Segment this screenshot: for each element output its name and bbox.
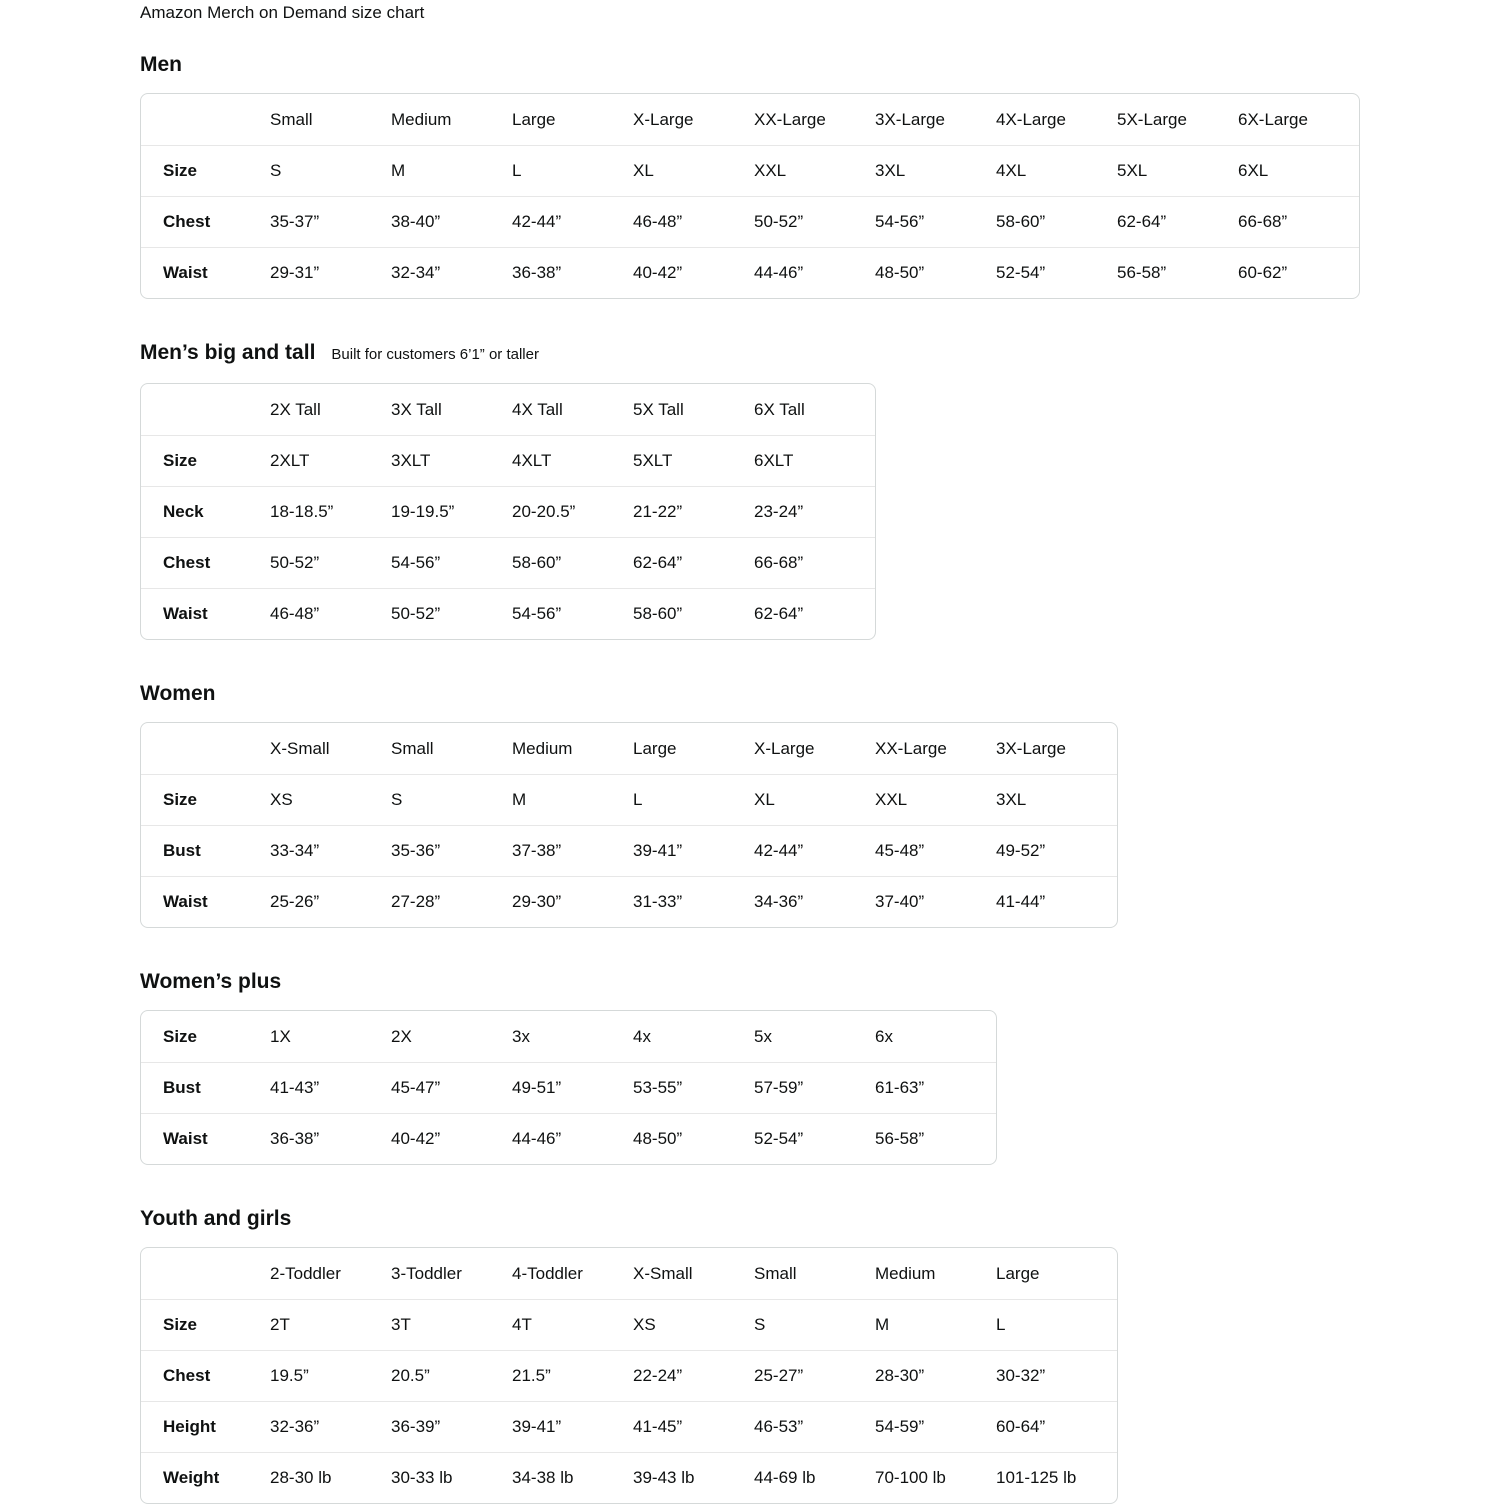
cell-value: 30-33 lb <box>391 1452 512 1503</box>
cell-value: 28-30 lb <box>270 1452 391 1503</box>
table-row <box>141 588 875 639</box>
cell-value: 54-56” <box>512 588 633 639</box>
cell-value: 21.5” <box>512 1350 633 1401</box>
cell-value: 5XL <box>1117 145 1238 196</box>
cell-value: 21-22” <box>633 486 754 537</box>
cell-value: 42-44” <box>754 825 875 876</box>
cell-value: 4T <box>512 1299 633 1350</box>
cell-value: 19.5” <box>270 1350 391 1401</box>
size-table-mens-big-and-tall <box>140 383 876 640</box>
row-label: Size <box>141 774 270 825</box>
cell-value: 35-37” <box>270 196 391 247</box>
table-row <box>141 876 1117 927</box>
cell-value: 50-52” <box>754 196 875 247</box>
cell-value: 46-48” <box>633 196 754 247</box>
cell-value: 2T <box>270 1299 391 1350</box>
cell-value: 22-24” <box>633 1350 754 1401</box>
cell-value: 36-38” <box>512 247 633 298</box>
cell-value: 58-60” <box>512 537 633 588</box>
size-table-womens-plus <box>140 1010 997 1165</box>
cell-value: 50-52” <box>270 537 391 588</box>
table-row <box>141 145 1359 196</box>
cell-value: XXL <box>875 774 996 825</box>
cell-value: 44-46” <box>754 247 875 298</box>
row-label: Neck <box>141 486 270 537</box>
cell-value: 31-33” <box>633 876 754 927</box>
cell-value: M <box>391 145 512 196</box>
corner-cell <box>141 384 270 435</box>
cell-value: 32-34” <box>391 247 512 298</box>
cell-value: 6x <box>875 1026 893 1046</box>
cell-value: 42-44” <box>512 196 633 247</box>
section-mens-big-and-tall <box>140 341 1499 640</box>
cell-value: L <box>633 774 754 825</box>
cell-value: XS <box>270 774 391 825</box>
column-header: Large <box>996 1263 1040 1283</box>
cell-value: 36-39” <box>391 1401 512 1452</box>
section-heading <box>140 341 1499 367</box>
cell-value: L <box>996 1299 1117 1350</box>
row-label: Waist <box>141 247 270 298</box>
header-row <box>141 1248 1117 1299</box>
cell-value: XS <box>633 1299 754 1350</box>
cell-value: 52-54” <box>754 1113 875 1164</box>
cell-value: 61-63” <box>875 1062 996 1113</box>
cell-value: 101-125 lb <box>996 1452 1117 1503</box>
table-row <box>141 825 1117 876</box>
cell-value: 35-36” <box>391 825 512 876</box>
column-header: 3X-Large <box>875 109 945 129</box>
cell-value: 38-40” <box>391 196 512 247</box>
table-row <box>141 1062 996 1113</box>
column-header: 4X Tall <box>512 399 563 419</box>
cell-value: 58-60” <box>633 588 754 639</box>
cell-value: 54-59” <box>875 1401 996 1452</box>
cell-value: XL <box>754 774 875 825</box>
table-row <box>141 486 875 537</box>
row-label: Weight <box>141 1452 270 1503</box>
cell-value: 48-50” <box>633 1113 754 1164</box>
row-label: Bust <box>141 1062 270 1113</box>
cell-value: S <box>754 1299 875 1350</box>
cell-value: S <box>391 774 512 825</box>
page-title: Amazon Merch on Demand size chart <box>140 3 425 22</box>
cell-value: 49-51” <box>512 1062 633 1113</box>
cell-value: 6XL <box>1238 145 1359 196</box>
table-row <box>141 1299 1117 1350</box>
cell-value: 5x <box>754 1026 772 1046</box>
section-youth-and-girls <box>140 1207 1499 1504</box>
row-label: Size <box>141 1299 270 1350</box>
cell-value: 4XLT <box>512 435 633 486</box>
cell-value: 30-32” <box>996 1350 1117 1401</box>
cell-value: 39-43 lb <box>633 1452 754 1503</box>
cell-value: 46-48” <box>270 588 391 639</box>
column-header: Small <box>391 738 434 758</box>
row-label: Waist <box>141 1113 270 1164</box>
cell-value: 70-100 lb <box>875 1452 996 1503</box>
table-row <box>141 247 1359 298</box>
cell-value: 3XL <box>996 774 1117 825</box>
cell-value: 39-41” <box>633 825 754 876</box>
cell-value: M <box>512 774 633 825</box>
cell-value: 44-69 lb <box>754 1452 875 1503</box>
cell-value: 27-28” <box>391 876 512 927</box>
column-header: 2X Tall <box>270 399 321 419</box>
cell-value: 3XLT <box>391 435 512 486</box>
section-heading <box>140 682 1499 706</box>
section-heading-text: Men <box>140 53 182 76</box>
row-label: Size <box>141 145 270 196</box>
corner-cell <box>141 1248 270 1299</box>
section-heading-text: Women <box>140 682 216 705</box>
cell-value: 44-46” <box>512 1113 633 1164</box>
cell-value: 3x <box>512 1026 530 1046</box>
cell-value: 32-36” <box>270 1401 391 1452</box>
column-header: Small <box>270 109 313 129</box>
column-header: 2-Toddler <box>270 1263 341 1283</box>
column-header: 6X-Large <box>1238 109 1308 129</box>
row-label: Chest <box>141 1350 270 1401</box>
cell-value: 29-30” <box>512 876 633 927</box>
section-women <box>140 682 1499 928</box>
cell-value: 56-58” <box>875 1113 996 1164</box>
column-header: 3-Toddler <box>391 1263 462 1283</box>
column-header: X-Large <box>633 109 694 129</box>
cell-value: 60-64” <box>996 1401 1117 1452</box>
cell-value: 41-44” <box>996 876 1117 927</box>
cell-value: 6XLT <box>754 435 875 486</box>
cell-value: 40-42” <box>633 247 754 298</box>
cell-value: 37-38” <box>512 825 633 876</box>
section-heading <box>140 53 1499 77</box>
section-subtitle: Built for customers 6’1” or taller <box>331 346 539 363</box>
table-row <box>141 196 1359 247</box>
section-men <box>140 53 1499 299</box>
cell-value: 49-52” <box>996 825 1117 876</box>
cell-value: L <box>512 145 633 196</box>
cell-value: 45-47” <box>391 1062 512 1113</box>
column-header: Medium <box>391 109 452 129</box>
cell-value: 54-56” <box>391 537 512 588</box>
row-label: Chest <box>141 196 270 247</box>
column-header: XX-Large <box>754 109 826 129</box>
cell-value: 25-27” <box>754 1350 875 1401</box>
cell-value: 40-42” <box>391 1113 512 1164</box>
cell-value: 28-30” <box>875 1350 996 1401</box>
column-header: 5X-Large <box>1117 109 1187 129</box>
column-header: 3X Tall <box>391 399 442 419</box>
cell-value: 33-34” <box>270 825 391 876</box>
cell-value: 56-58” <box>1117 247 1238 298</box>
cell-value: 34-36” <box>754 876 875 927</box>
section-heading <box>140 970 1499 994</box>
cell-value: 46-53” <box>754 1401 875 1452</box>
cell-value: 4XL <box>996 145 1117 196</box>
column-header: 5X Tall <box>633 399 684 419</box>
cell-value: S <box>270 145 391 196</box>
cell-value: 29-31” <box>270 247 391 298</box>
cell-value: XXL <box>754 145 875 196</box>
cell-value: 25-26” <box>270 876 391 927</box>
cell-value: 45-48” <box>875 825 996 876</box>
section-heading-text: Women’s plus <box>140 970 282 993</box>
cell-value: 37-40” <box>875 876 996 927</box>
cell-value: 23-24” <box>754 486 875 537</box>
cell-value: 19-19.5” <box>391 486 512 537</box>
cell-value: 53-55” <box>633 1062 754 1113</box>
column-header: Medium <box>875 1263 936 1283</box>
corner-cell <box>141 723 270 774</box>
cell-value: 48-50” <box>875 247 996 298</box>
row-label: Chest <box>141 537 270 588</box>
sections-container <box>140 53 1499 1504</box>
column-header: 4X-Large <box>996 109 1066 129</box>
cell-value: 52-54” <box>996 247 1117 298</box>
column-header: 6X Tall <box>754 399 805 419</box>
cell-value: M <box>875 1299 996 1350</box>
column-header: Large <box>512 109 556 129</box>
cell-value: 36-38” <box>270 1113 391 1164</box>
cell-value: 66-68” <box>1238 196 1359 247</box>
cell-value: 66-68” <box>754 537 875 588</box>
cell-value: 39-41” <box>512 1401 633 1452</box>
table-row <box>141 1401 1117 1452</box>
table-row <box>141 537 875 588</box>
column-header: Small <box>754 1263 797 1283</box>
column-header: X-Small <box>270 738 330 758</box>
cell-value: 20-20.5” <box>512 486 633 537</box>
cell-value: 50-52” <box>391 588 512 639</box>
table-row <box>141 435 875 486</box>
cell-value: 20.5” <box>391 1350 512 1401</box>
cell-value: 57-59” <box>754 1062 875 1113</box>
cell-value: 60-62” <box>1238 247 1359 298</box>
cell-value: 2XLT <box>270 435 391 486</box>
table-row <box>141 1350 1117 1401</box>
row-label: Size <box>141 435 270 486</box>
table-row <box>141 1452 1117 1503</box>
cell-value: 62-64” <box>633 537 754 588</box>
row-label: Height <box>141 1401 270 1452</box>
column-header: 4-Toddler <box>512 1263 583 1283</box>
header-row <box>141 384 875 435</box>
cell-value: 4x <box>633 1026 651 1046</box>
column-header: X-Large <box>754 738 815 758</box>
cell-value: 62-64” <box>1117 196 1238 247</box>
column-header: X-Small <box>633 1263 693 1283</box>
cell-value: XL <box>633 145 754 196</box>
cell-value: 41-45” <box>633 1401 754 1452</box>
cell-value: 5XLT <box>633 435 754 486</box>
section-heading-text: Men’s big and tall <box>140 341 316 364</box>
cell-value: 2X <box>391 1026 412 1046</box>
cell-value: 62-64” <box>754 588 875 639</box>
row-label: Bust <box>141 825 270 876</box>
cell-value: 54-56” <box>875 196 996 247</box>
row-label: Waist <box>141 876 270 927</box>
row-label: Waist <box>141 588 270 639</box>
corner-cell <box>141 94 270 145</box>
column-header: Large <box>633 738 677 758</box>
column-header: XX-Large <box>875 738 947 758</box>
size-table-men <box>140 93 1360 299</box>
table-row <box>141 1011 996 1062</box>
size-table-women <box>140 722 1118 928</box>
cell-value: 1X <box>270 1026 291 1046</box>
section-heading-text: Youth and girls <box>140 1207 292 1230</box>
column-header: 3X-Large <box>996 738 1066 758</box>
cell-value: 41-43” <box>270 1062 391 1113</box>
cell-value: 18-18.5” <box>270 486 391 537</box>
size-table-youth-and-girls <box>140 1247 1118 1504</box>
table-row <box>141 774 1117 825</box>
cell-value: 58-60” <box>996 196 1117 247</box>
header-row <box>141 723 1117 774</box>
cell-value: 34-38 lb <box>512 1452 633 1503</box>
section-womens-plus <box>140 970 1499 1165</box>
column-header: Medium <box>512 738 573 758</box>
header-row <box>141 94 1359 145</box>
cell-value: 3XL <box>875 145 996 196</box>
cell-value: 3T <box>391 1299 512 1350</box>
section-heading <box>140 1207 1499 1231</box>
table-row <box>141 1113 996 1164</box>
row-label: Size <box>163 1026 198 1046</box>
